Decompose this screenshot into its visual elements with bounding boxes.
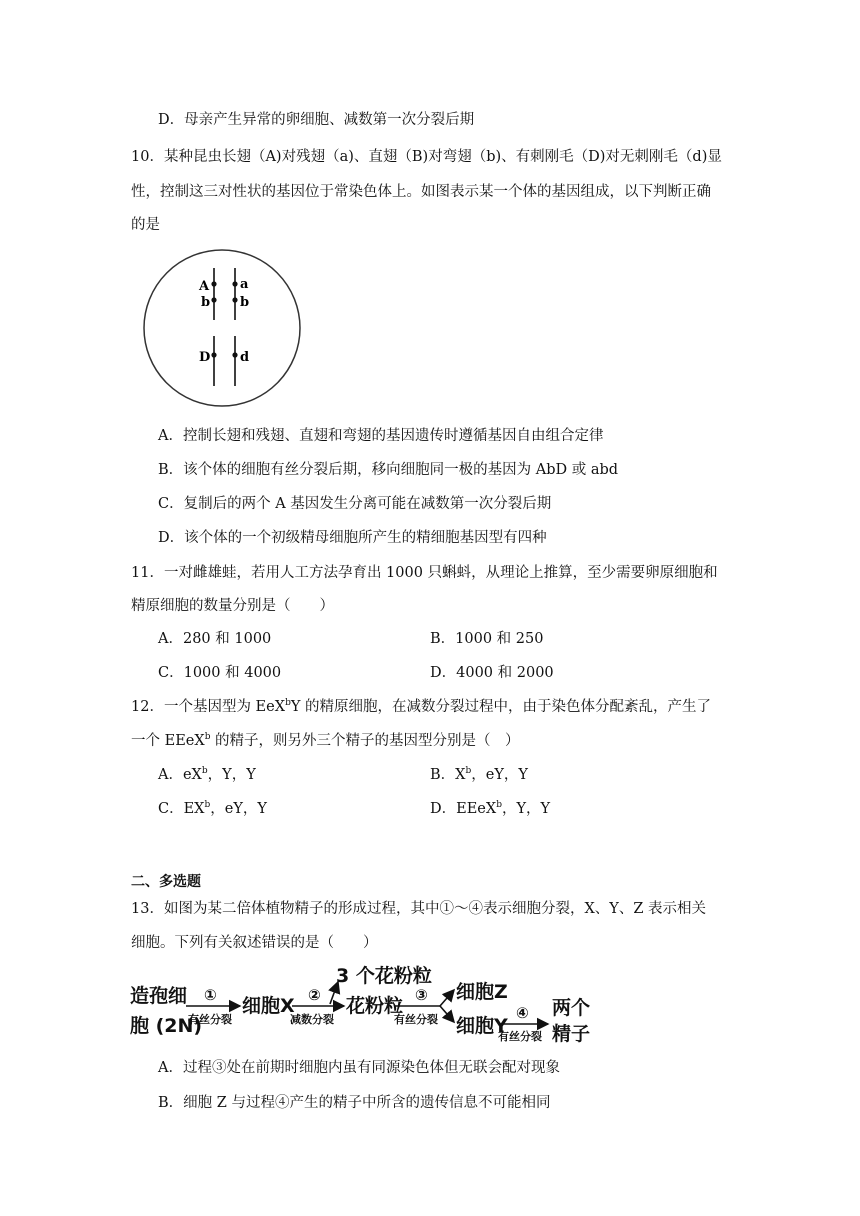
q12-option-b: B．$X^b$，eY，Y: [430, 766, 528, 783]
flow-step-4-label: 有丝分裂: [498, 1030, 542, 1043]
locus-dot: [211, 352, 216, 357]
gene-label: D: [199, 350, 211, 365]
flow-step-2-label: 减数分裂: [290, 1013, 334, 1026]
gene-label: d: [240, 350, 250, 365]
q10-option-c: C．复制后的两个 A 基因发生分离可能在减数第一次分裂后期: [158, 496, 552, 512]
q13-stem-line1: 13．如图为某二倍体植物精子的形成过程，其中①～④表示细胞分裂，X、Y、Z 表示相关: [131, 901, 707, 917]
flow-step-1-label: 有丝分裂: [188, 1013, 232, 1026]
chromosome-figure: [142, 248, 302, 408]
flow-sperm-1: 两个: [552, 997, 591, 1019]
flow-step-1: ①: [204, 986, 217, 1004]
q11-option-a: A．280 和 1000: [158, 631, 272, 647]
q13-option-b: B．细胞 Z 与过程④产生的精子中所含的遗传信息不可能相同: [158, 1095, 551, 1111]
q10-stem-line2: 性，控制这三对性状的基因位于常染色体上。如图表示某一个体的基因组成，以下判断正确: [131, 184, 711, 200]
flow-step-4: ④: [516, 1004, 529, 1022]
q12-option-d: D．EEeX$^b$，Y，Y: [430, 800, 551, 817]
q11-stem-line1: 11．一对雌雄蛙，若用人工方法孕育出 1000 只蝌蚪，从理论上推算，至少需要卵原细胞和: [131, 565, 718, 581]
flow-cell-z: 细胞Z: [456, 981, 508, 1003]
flow-step-3: ③: [415, 986, 428, 1004]
q12-stem-line1: 12．一个基因型为 EeX$^b$Y 的精原细胞，在减数分裂过程中，由于染色体分配紊乱，产生了: [131, 698, 712, 715]
locus-dot: [232, 281, 237, 286]
q11-option-b: B．1000 和 250: [430, 631, 544, 647]
section-title: 二、多选题: [131, 874, 201, 890]
q11-stem-line2: 精原细胞的数量分别是（ ）: [131, 598, 334, 614]
flow-arrow-branch: [440, 1006, 454, 1022]
gene-label: A: [199, 279, 210, 294]
q10-stem-line3: 的是: [131, 217, 160, 233]
q10-option-d: D．该个体的一个初级精母细胞所产生的精细胞基因型有四种: [158, 530, 547, 546]
locus-dot: [232, 352, 237, 357]
flow-step-3-label: 有丝分裂: [394, 1013, 438, 1026]
flow-pollen-3: 3 个花粉粒: [336, 965, 432, 987]
q12-stem-line2: 一个 EEeX$^b$ 的精子，则另外三个精子的基因型分别是（ ）: [131, 732, 520, 749]
flow-cell-x: 细胞X: [242, 995, 295, 1017]
locus-dot: [211, 281, 216, 286]
flow-pollen: 花粉粒: [346, 995, 404, 1017]
gene-label: b: [201, 295, 211, 310]
q10-stem-line1: 10．某种昆虫长翅（A)对残翅（a)、直翅（B)对弯翅（b)、有刺刚毛（D)对无刺刚毛（d)显: [131, 149, 722, 165]
q12-option-a: A．$eX^b$，Y，Y: [158, 766, 256, 783]
locus-dot: [211, 297, 216, 302]
cell-outline: [144, 250, 300, 406]
flow-sperm-2: 精子: [552, 1023, 591, 1045]
q12-option-c: C．$EX^b$，eY，Y: [158, 800, 268, 817]
q13-option-a: A．过程③处在前期时细胞内虽有同源染色体但无联会配对现象: [158, 1060, 560, 1076]
flow-arrow-branch: [440, 990, 454, 1006]
gene-label: a: [240, 277, 249, 292]
flow-cell-y: 细胞Y: [456, 1015, 508, 1037]
q11-option-d: D．4000 和 2000: [430, 665, 554, 681]
gene-label: b: [240, 295, 250, 310]
q13-stem-line2: 细胞。下列有关叙述错误的是（ ）: [131, 935, 378, 951]
flow-start-2: 胞 (2N): [130, 1015, 203, 1037]
flow-start-1: 造孢细: [130, 985, 188, 1007]
q11-option-c: C．1000 和 4000: [158, 665, 282, 681]
flow-step-2: ②: [308, 986, 321, 1004]
q10-option-b: B．该个体的细胞有丝分裂后期，移向细胞同一极的基因为 AbD 或 abd: [158, 462, 619, 478]
locus-dot: [232, 297, 237, 302]
q9-option-d: D．母亲产生异常的卵细胞、减数第一次分裂后期: [158, 112, 475, 128]
sperm-formation-diagram: [128, 960, 598, 1050]
q10-option-a: A．控制长翅和残翅、直翅和弯翅的基因遗传时遵循基因自由组合定律: [158, 428, 604, 444]
